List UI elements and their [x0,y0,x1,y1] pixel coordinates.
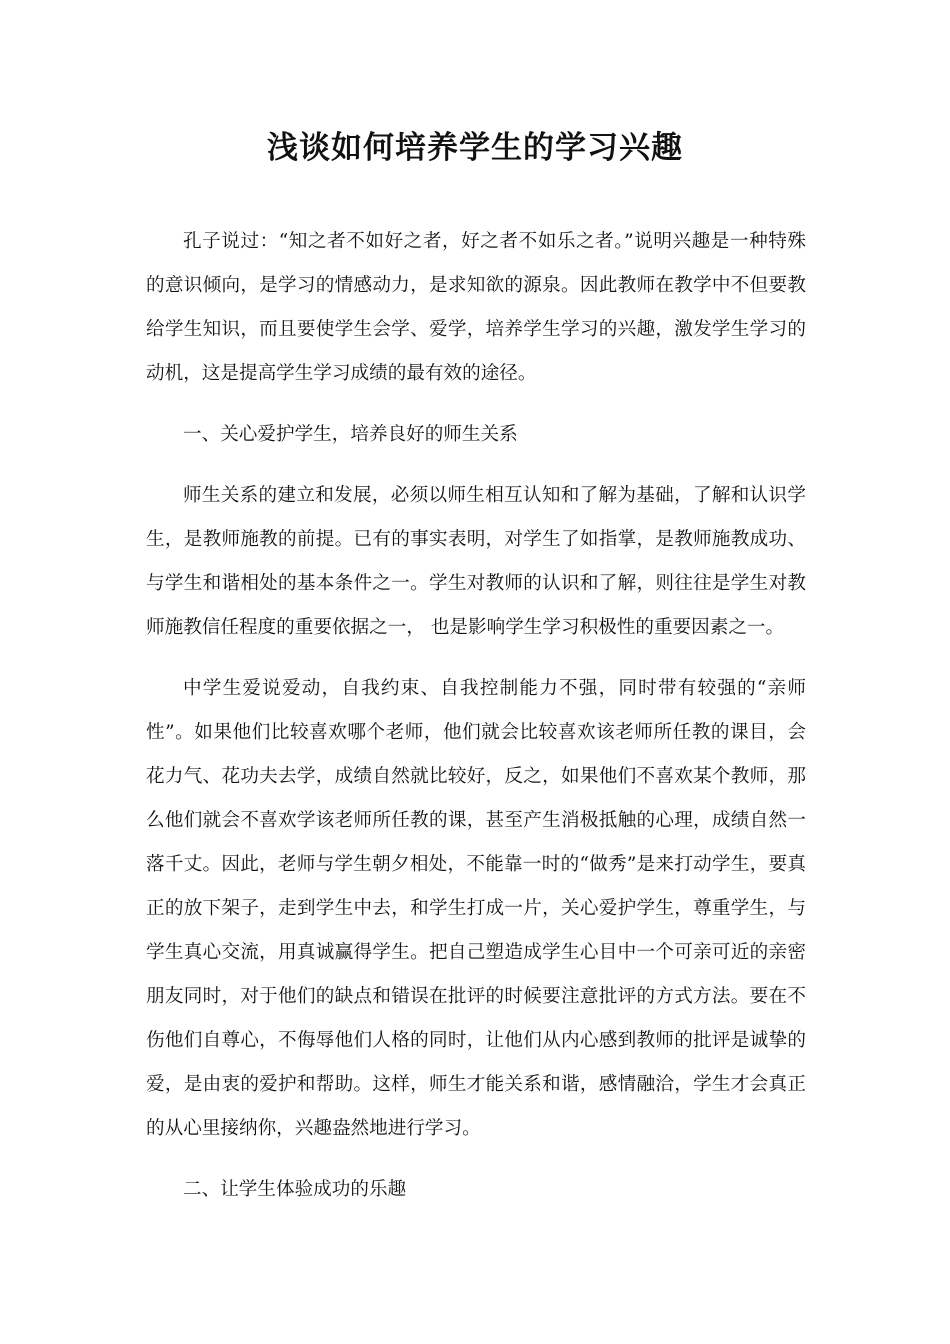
paragraph-gap [146,457,806,474]
paragraph-gap [146,1151,806,1168]
paragraph-section1-b: 中学生爱说爱动，自我约束、自我控制能力不强，同时带有较强的“亲师性”。如果他们比较喜欢哪个老师，他们就会比较喜欢该老师所任教的课目，会花力气、花功夫去学，成绩自然就比较好，反之，如果他们不喜欢某个教师，那么他们就会不喜欢学该老师所任教的课，甚至产生消极抵触的心理，成绩自然一落千丈。因此，老师与学生朝夕相处，不能靠一时的“做秀”是来打动学生，要真正的放下架子，走到学生中去，和学生打成一片，关心爱护学生，尊重学生，与学生真心交流，用真诚赢得学生。把自己塑造成学生心目中一个可亲可近的亲密朋友同时，对于他们的缺点和错误在批评的时候要注意批评的方式方法。要在不伤他们自尊心，不侮辱他们人格的同时，让他们从内心感到教师的批评是诚挚的爱，是由衷的爱护和帮助。这样，师生才能关系和谐，感情融洽，学生才会真正的从心里接纳你，兴趣盎然地进行学习。 [146,678,806,1139]
section-heading-1: 一、关心爱护学生，培养良好的师生关系 [183,424,518,445]
section-heading-2: 二、让学生体验成功的乐趣 [183,1179,407,1200]
document-body [146,220,806,1212]
paragraph-section1-a: 师生关系的建立和发展，必须以师生相互认知和了解为基础，了解和认识学生，是教师施教的前提。已有的事实表明，对学生了如指掌，是教师施教成功、与学生和谐相处的基本条件之一。学生对教师的认识和了解，则往往是学生对教师施教信任程度的重要依据之一， 也是影响学生学习积极性的重要因素之一。 [146,485,806,638]
paragraph-intro: 孔子说过：“知之者不如好之者，好之者不如乐之者。”说明兴趣是一种特殊的意识倾向，是学习的情感动力，是求知欲的源泉。因此教师在教学中不但要教给学生知识，而且要使学生会学、爱学，培养学生学习的兴趣，激发学生学习的动机，这是提高学生学习成绩的最有效的途径。 [146,231,806,384]
document-title: 浅谈如何培养学生的学习兴趣 [267,130,683,166]
paragraph-gap [146,650,806,667]
paragraph-gap [146,396,806,413]
